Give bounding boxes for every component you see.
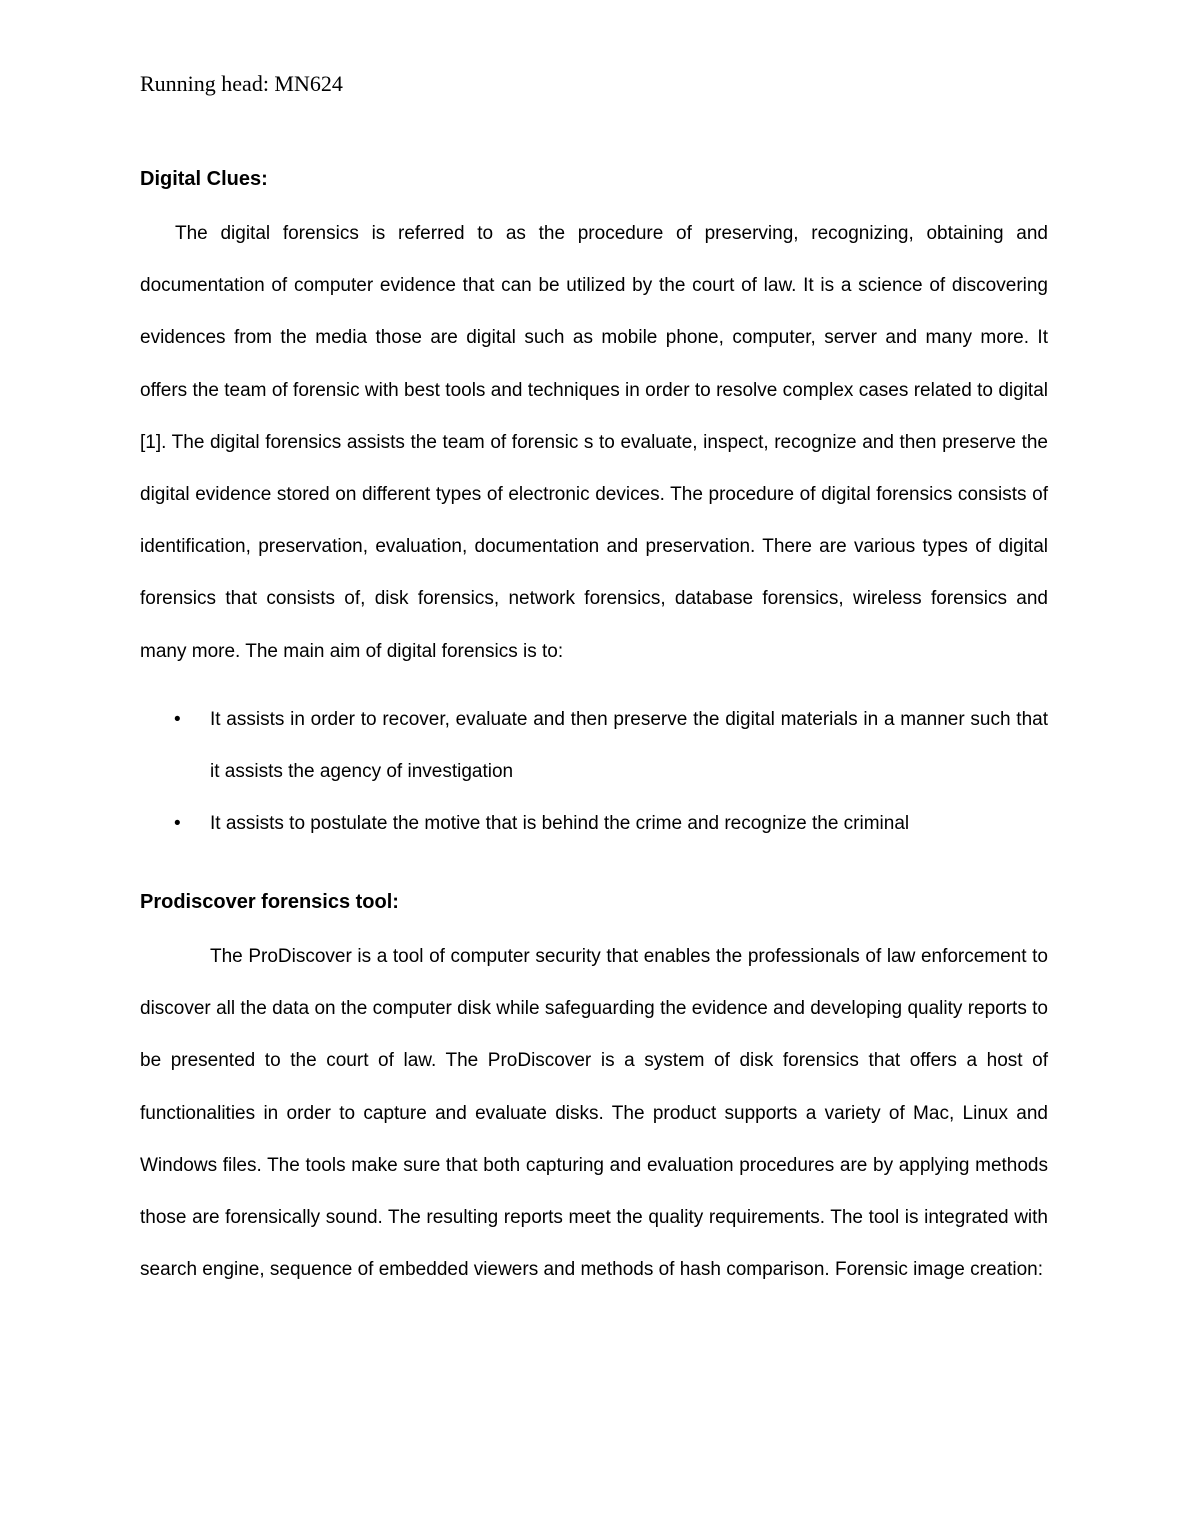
section-heading-digital-clues: Digital Clues: (140, 168, 268, 190)
section-heading-prodiscover: Prodiscover forensics tool: (140, 891, 399, 913)
list-item-text: It assists in order to recover, evaluate and then preserve the digital materials in a manner such that it assists the agency of investigation (210, 709, 1048, 783)
paragraph-prodiscover: The ProDiscover is a tool of computer security that enables the professionals of law enforcement to discover all the data on the computer disk while safeguarding the evidence and developing quality reports to be presented to the court of law. The ProDiscover is a system of disk forensics that offers a host of functionalities in order to capture and evaluate disks. The product supports a variety of Mac, Linux and Windows files. The tools make sure that both capturing and evaluation procedures are by applying methods those are forensically sound. The resulting reports meet the quality requirements. The tool is integrated with search engine, sequence of embedded viewers and methods of hash comparison. Forensic image creation: (140, 946, 1048, 1281)
paragraph-digital-forensics: The digital forensics is referred to as the procedure of preserving, recognizing, obtaining and documentation of computer evidence that can be utilized by the court of law. It is a science of discovering evidences from the media those are digital such as mobile phone, computer, server and many more. It offers the team of forensic with best tools and techniques in order to resolve complex cases related to digital [1]. The digital forensics assists the team of forensic s to evaluate, inspect, recognize and then preserve the digital evidence stored on different types of electronic devices. The procedure of digital forensics consists of identification, preservation, evaluation, documentation and preservation. There are various types of digital forensics that consists of, disk forensics, network forensics, database forensics, wireless forensics and many more. The main aim of digital forensics is to: (140, 223, 1048, 662)
bullet-icon: • (174, 813, 181, 835)
running-head: Running head: MN624 (140, 71, 343, 96)
list-item (140, 694, 1048, 798)
list-item-text: It assists to postulate the motive that is behind the crime and recognize the criminal (210, 813, 910, 835)
list-item (140, 798, 1048, 850)
bullet-icon: • (174, 709, 181, 730)
aims-bullet-list (140, 694, 1048, 851)
